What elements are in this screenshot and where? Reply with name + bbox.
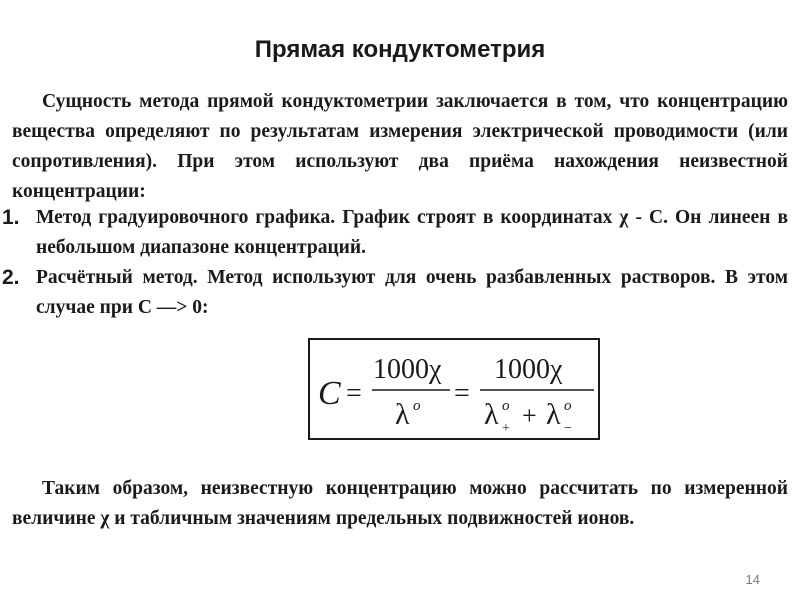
formula-numerator-2: 1000χ <box>494 354 563 385</box>
list-number: 2. <box>2 266 20 289</box>
formula-equals-1: = <box>346 378 362 409</box>
method-text: Метод градуировочного графика. График строят в координатах χ - С. Он линеен в небольшом диапазоне концентраций. <box>36 207 788 258</box>
list-item <box>0 263 788 323</box>
formula-lambda-plus: λ <box>484 398 499 431</box>
formula-zero-sup-2: o <box>502 398 510 414</box>
formula-box <box>308 338 600 440</box>
formula-lambda-1: λ <box>395 398 410 431</box>
methods-list <box>0 203 800 323</box>
intro-paragraph: Сущность метода прямой кондуктометрии заключается в том, что концентрацию вещества определяют по результатам измерения электрической проводимости (или сопротивления). При этом используют два приёма нахождения неизвестной концентрации: <box>12 91 788 202</box>
formula-numerator-1: 1000χ <box>373 354 442 385</box>
conclusion-paragraph: Таким образом, неизвестную концентрацию можно рассчитать по измеренной величине χ и табличным значениям предельных подвижностей ионов. <box>12 478 788 529</box>
formula-lambda-minus: λ <box>546 398 561 431</box>
formula-lhs: C <box>318 375 341 412</box>
formula-minus-sub: − <box>564 421 572 436</box>
formula-plus-sub: + <box>502 421 510 436</box>
method-text: Расчётный метод. Метод используют для очень разбавленных растворов. В этом случае при С —> 0: <box>36 267 788 318</box>
list-item <box>0 203 788 263</box>
page-number: 14 <box>745 572 760 587</box>
formula-graphic <box>310 340 602 442</box>
formula-zero-sup-3: o <box>564 398 572 414</box>
list-number: 1. <box>2 206 20 229</box>
formula-zero-sup-1: o <box>413 398 421 414</box>
formula-plus-sign: + <box>522 401 537 430</box>
slide-title: Прямая кондуктометрия <box>254 36 546 63</box>
formula-equals-2: = <box>454 378 470 409</box>
